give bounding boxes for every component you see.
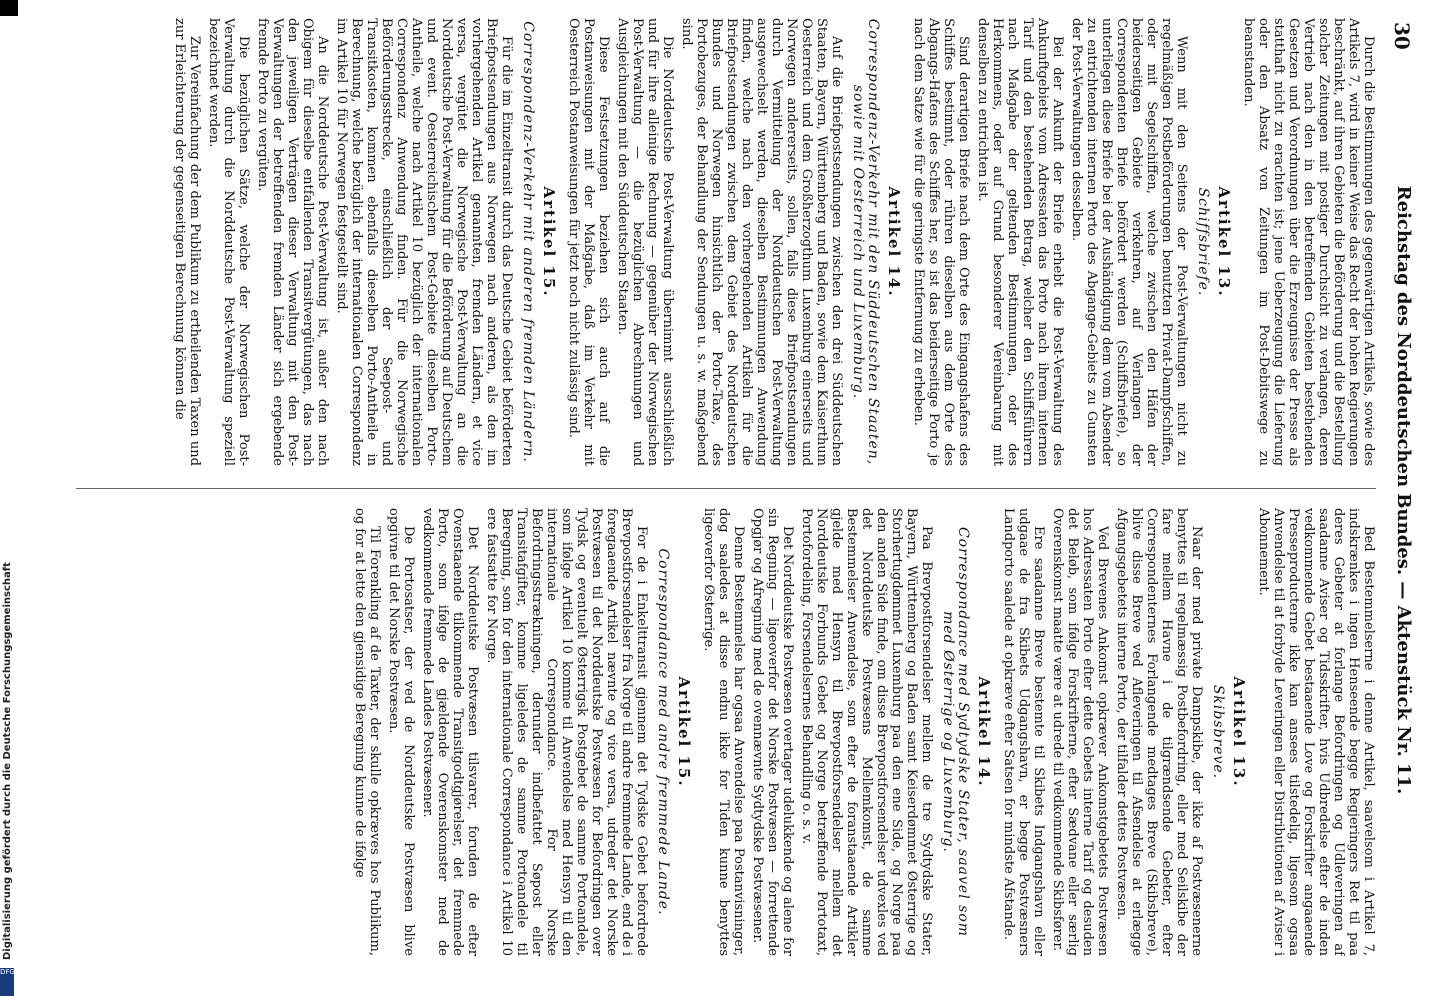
article-13-paragraph-de: Wenn mit den Seitens der Post-Verwaltungen nicht zu regelmäßigen Postbeförderungen benutzten Privat-Dampfschiffen, oder mit Segelschiffen, welche zwischen den Häfen der beiderseitigen Gebiete verkehren, auf Verlangen der Correspondenten Briefe befördert werden (Schiffsbriefe), so unterliegen diese Briefe bei der Aushändigung dem vom Absender zu entrichtenden internen Porto des Abgange-Gebiets zu Gunsten der Post-Verwaltungen desselben.: [1069, 18, 1189, 466]
article-15-heading-no: Artikel 15.: [675, 676, 693, 788]
norwegian-text-column: [56, 508, 1376, 956]
article-15-paragraph-de: Zur Vereinfachung der dem Publikum zu ertheilenden Taxen und zur Erleichterung der gegenseitigen Berechnung können die: [172, 18, 202, 466]
article-13-paragraph-no: Ved Brevenes Ankomst opkræver Ankomstgebetets Postvæsen hos Adressaten Porto efter dette Gebets interne Tarif og desuden det Beløb, som ifølge Forskrifterne, efter Sædvane eller særlig Overenskomst maatte være at udrede til vedkommende Skibsfører.: [1050, 508, 1110, 956]
dfg-logo-text: DFG: [0, 968, 15, 976]
intro-paragraph-de: Durch die Bestimmungen des gegenwärtigen Artikels, sowie des Artikels 7, wird in keiner Weise das Recht der hohen Regierungen beschränkt, auf ihren Gebieten die Beförderung und die Bestellung solcher Zeitungen mit postiger Durchsicht zu verlangen, deren Vertrieb nach den in den betreffenden Gebieten bestehenden Gesetzen und Verordnungen über die Erzeugnisse der Presse als statthaft nicht zu erachten ist; jene Ueberzeugung die Lieferung oder den Absatz von Zeitungen im Post-Debitswege zu beanstanden.: [1241, 18, 1376, 466]
article-15-subheading-no: Correspondance med andre fremmede Lande.: [655, 548, 671, 916]
article-13-paragraph-de: Bei der Ankunft der Briefe erhebt die Post-Verwaltung des Ankunftgebiets vom Adressaten das Porto nach ihrem internen Tarif und den bestehenden Betrag, welcher den Schiffsführern nach Maßgabe der geltenden Bestimmungen, oder des Herkommens, oder auf Grund besonderer Vereinbarung mit denselben zu entrichten ist.: [975, 18, 1065, 466]
article-13-paragraph-de: Sind derartigen Briefe nach dem Orte des Eingangshafens des Schiffes bestimmt, oder rühren dieselben aus dem Orte des Abgangs-Hafens des Schiffes her, so ist das beiderseitige Porto je nach dem Satze wie für die geringste Entfernung zu erheben.: [911, 18, 971, 466]
article-14-paragraph-de: Diese Festsetzungen beziehen sich auch auf die Postanweisungen mit der Maßgabe, daß im Verkehr mit Oesterreich Postanweisungen für jetzt noch nicht zulässig sind.: [566, 18, 611, 466]
article-13-heading-de: Artikel 13.: [1215, 186, 1233, 298]
intro-paragraph-no: Bed Bestemmelserne i denne Artikel, saavelsom i Artikel 7, indskrænkes i ingen Henseende begge Regjeringers Ret til paa deres Gebeter at forlange Befordringen og Udleveringen af saadanne Aviser og Tidsskrifter, hvis Udbredelse efter de inden vedkommende Gebet bestaaende Love og Forskrifter angaaende Presseproducterne ikke kan ansees tilstedelig, ligesom ogsaa Anvendelse til at forbyde Leveringen eller Distributionen af Aviser i Abonnement.: [1256, 508, 1376, 956]
article-15-paragraph-de: Für die im Einzeltransit durch das Deutsche Gebiet beförderten Briefpostsendungen aus Norwegen nach anderen, als den im vorhergehenden Artikel genannten, fremden Ländern, et vice versa, vergütet die Norwegische Post-Verwaltung an die Norddeutsche Post-Verwaltung für die Beförderung auf Deutschem und event. Oesterreichischem Post-Gebiete dieselben Porto-Antheile, welche nach Artikel 10 bezüglich der internationalen Correspondenz Anwendung finden. Für die Norwegische Beförderungsstrecke, einschließlich der Seepost- und Transitkosten, kommen ebenfalls dieselben Porto-Antheile in Berechnung, welche bezüglich der internationalen Correspondenz im Artikel 10 für Norwegen festgestellt sind.: [334, 18, 514, 466]
article-15-heading-de: Artikel 15.: [540, 186, 558, 298]
german-text-column: [56, 18, 1376, 466]
article-15-paragraph-de: An die Norddeutsche Post-Verwaltung ist, außer den nach Obigem für dieselbe entfallenden Transitvergütungen, das nach den jeweiligen Verträgen dieser Verwaltung mit den Post-Verwaltungen der betreffenden fremden Länder sich ergebende fremde Porto zu vergüten.: [255, 18, 330, 466]
article-14-heading-de: Artikel 14.: [885, 186, 903, 298]
article-15-paragraph-no: De Portosatser, der ved de Norddeutske Postvæsen blive opgivne til det Norske Postvæsen.: [386, 508, 416, 956]
article-13-paragraph-no: Ere saadanne Breve bestemte til Skibets Indgangshavn eller udgaae de fra Skibets Udgangshavn, er begge Postvæsners Landporto saalede at opkræve efter Satsen for mindste Afstande.: [1001, 508, 1046, 956]
article-15-paragraph-no: Det Norddeutske Postvæsen tilsvarer, foruden de efter Ovenstaaende tilkommende Transitgodtgjørelser, det fremmede Porto, som ifølge de gjældende Overenskomster med de vedkommende fremmede Landes Postvæsener.: [420, 508, 480, 956]
article-15-subheading-de: Correspondenz-Verkehr mit anderen fremden Ländern.: [520, 21, 536, 463]
digitization-strip: [0, 0, 16, 1000]
article-14-paragraph-de: Auf die Briefpostsendungen zwischen den drei Süddeutschen Staaten, Bayern, Württemberg und Baden, sowie dem Kaiserthum Oesterreich und dem Großherzogthum Luxemburg einerseits und Norwegen andererseits, sollen, falls diese Briefpostsendungen durch Vermittelung der Norddeutschen Post-Verwaltung ausgewechselt werden, dieselben Bestimmungen Anwendung finden, welche nach den vorhergehenden Artikeln für die Briefpostsendungen zwischen dem Gebiet des Norddeutschen Bundes und Norwegen hinsichtlich der Porto-Taxe, des Portobezuges, der Behandlung der Sendungen u. s. w. maßgebend sind.: [679, 18, 844, 466]
page-number: 30: [1390, 22, 1414, 50]
rotated-document-page: [40, 10, 1420, 970]
article-15-paragraph-de: Die bezüglichen Sätze, welche der Norwegischen Post-Verwaltung durch die Norddeutsche Post-Verwaltung speziell bezeichnet werden.: [206, 18, 251, 466]
article-14-subheading-de: Correspondenz-Verkehr mit den Süddeutschen Staaten, sowie mit Oesterreich und Luxemburg.: [850, 18, 881, 466]
column-divider: [76, 488, 1376, 489]
article-13-subheading-de: Schiffsbriefe.: [1195, 187, 1211, 297]
article-15-paragraph-no: Til Forenkling af de Taxter, der skulle opkræves hos Publikum, og for at lette den gjensidige Beregning kunne de ifølge: [352, 508, 382, 956]
article-14-paragraph-no: Det Norddeutske Postvæsen overtager udelukkende og alene for sin Regning — ligeoverfor det Norske Postvæsen — forrettende Opgjør og Afregning med de ovennævnte Sydtydske Postvæsener.: [750, 508, 795, 956]
article-14-subheading-no: Correspondance med Sydtydske Stater, saavel som med Østerrige og Luxemburg.: [940, 526, 971, 938]
article-13-paragraph-no: Naar der med private Dampskibe, der ikke af Postvæsenerne benyttes til regelmæssig Postbefordring, eller med Seilskibe der fare mellem Havne i de tilgrændsende Gebeter, efter Correspondenternes Forlangende medtages Breve (Skibsbreve), blive disse Breve ved Afleveringen til Afsendelse at erlægge Afgangsgebetets interne Porto, der tilfalder dettes Postvæsen.: [1114, 508, 1204, 956]
article-13-subheading-no: Skibsbreve.: [1210, 684, 1226, 780]
digitization-note: Digitalisierung gefördert durch die Deutsche Forschungsgemeinschaft: [2, 562, 13, 960]
article-14-heading-no: Artikel 14.: [975, 676, 993, 788]
page-header: [1384, 10, 1420, 970]
article-14-paragraph-no: Paa Brevpostforsendelser mellem de tre Sydtydske Stater, Bayern, Württemberg og Baden samt Keiserdømmet Østerrige og Storhertugdømmet Luxemburg paa den ene Side, og Norge paa den anden Side finde, om disse Brevpostforsendelser udvexles ved det Norddeutske Postvæsens Mellemkomst, de samme Bestemmelser Anvendelse, som efter de foranstaaende Artikler gjelde med Hensyn til Brevpostforsendelser mellem det Norddeutske Forbunds Gebet og Norge betræffende Portotaxt, Portofordeling, Forsendelsernes Behandling o. s. v.: [799, 508, 934, 956]
article-14-paragraph-no: Denne Bestemmelse har ogsaa Anvendelse paa Postanvisninger, dog saaledes at disse endnu ikke for Tiden kunne benyttes ligeoverfor Østerrige.: [701, 508, 746, 956]
dfg-logo-icon: [0, 968, 14, 996]
article-14-paragraph-de: Die Norddeutsche Post-Verwaltung übernimmt ausschließlich und für ihre alleinige Rechnung — gegenüber der Norwegischen Post-Verwaltung — die bezüglichen Abrechnungen und Ausgleichungen mit den Süddeutschen Staaten.: [615, 18, 675, 466]
article-15-paragraph-no: For de i Enkelttransit gjennem det Tydske Gebet befordrede Brevpostforsendelser fra Norge til andre fremmede Lande, end de i foregaaende Artikel nævnte og vice versa, udreder det Norske Postvæsen til det Norddeutske Postvæsen for Befordringen over Tydsk og eventuelt Østerrigsk Postgebet de samme Portoandele, som ifølge Artikel 10 komme til Anvendelse med Hensyn til den internationale Correspondance. For Norske Befordringsstrækningen, derunder indbefattet Søpost eller Transitafgifter, komme ligeledes de samme Portoandele til Beregning, som for den internationale Correspondance i Artikel 10 ere fastsatte for Norge.: [484, 508, 649, 956]
article-13-heading-no: Artikel 13.: [1230, 676, 1248, 788]
page-title: Reichstag des Norddeutschen Bundes. — Aktenstück Nr. 11.: [1393, 185, 1414, 795]
